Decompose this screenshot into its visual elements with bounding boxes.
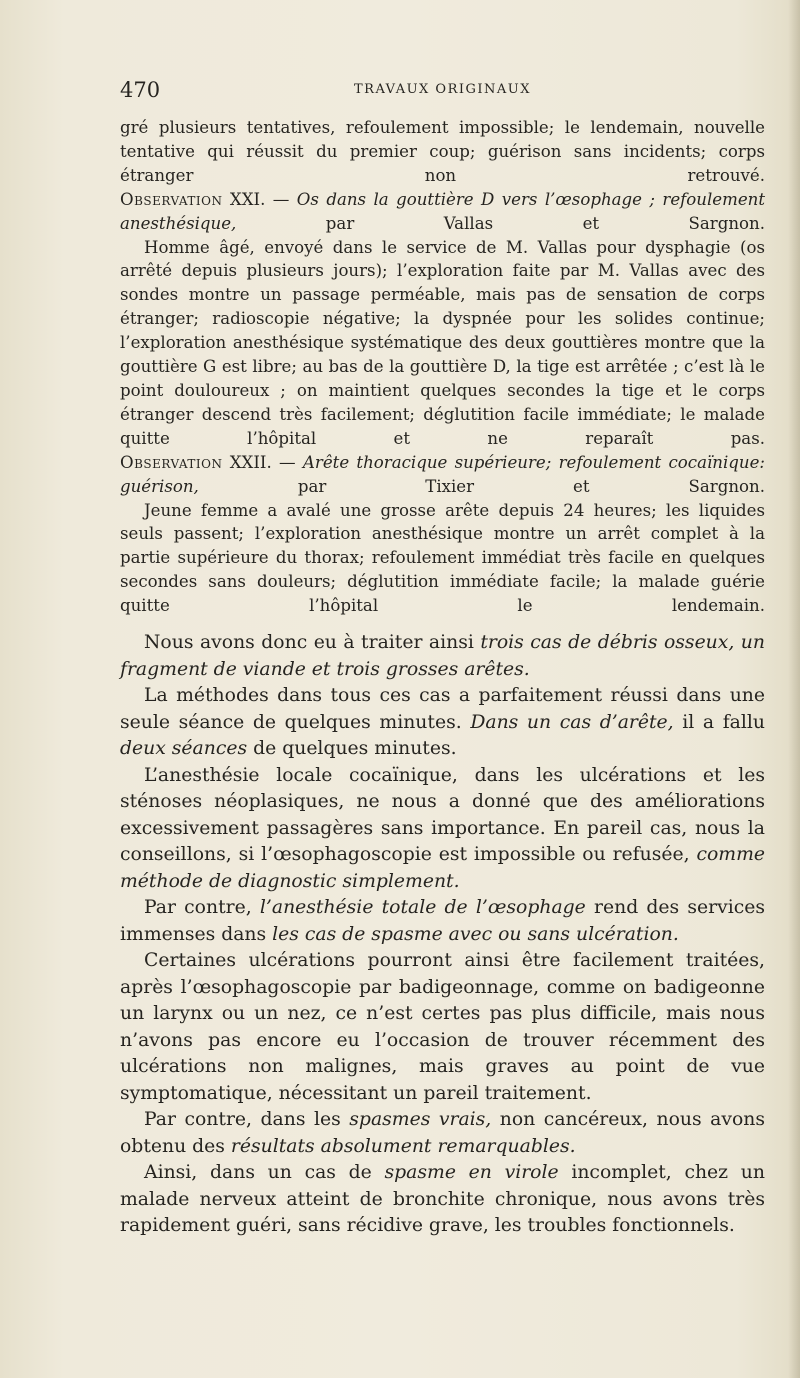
observation-xxi-heading: Observation XXI. — Os dans la gouttière D vers l’œsophage ; refoulement anesthésique, par Vallas et Sargnon. xyxy=(120,189,766,233)
paragraph-case: Ainsi, dans un cas de spasme en virole incomplet, chez un malade nerveux atteint de bronchite chronique, nous avons très rapidement guéri, sans récidive grave, les troubles fonctionnels. xyxy=(120,1162,765,1237)
observation-title: Os dans la gouttière D vers l’œsophage ; refoulement anesthésique, xyxy=(120,189,766,233)
page-header xyxy=(120,76,765,104)
small-print-section xyxy=(120,116,765,618)
observation-label: Observation xyxy=(120,189,223,209)
running-title: TRAVAUX ORIGINAUX xyxy=(353,82,531,97)
paragraph-method: La méthodes dans tous ces cas a parfaitement réussi dans une seule séance de quelques minutes. Dans un cas d’arête, il a fallu deux séances de quelques minutes. xyxy=(120,685,765,760)
page-number: 470 xyxy=(120,78,161,102)
observation-label: Observation xyxy=(120,452,223,472)
paragraph-continuation: gré plusieurs tentatives, refoulement impossible; le lendemain, nouvelle tentative qui réussit du premier coup; guérison sans incidents; corps étranger non retrouvé. xyxy=(120,118,765,185)
paragraph-total-anesthesia: Par contre, l’anesthésie totale de l’œsophage rend des services immenses dans les cas de spasme avec ou sans ulcération. xyxy=(120,897,765,945)
page-edge-shadow xyxy=(788,0,800,1378)
paragraph-ulcerations: Certaines ulcérations pourront ainsi être facilement traitées, après l’œsophagoscopie par badigeonnage, comme on badigeonne un larynx ou un nez, ce n’est certes pas plus difficile, mais nous n’avons pas encore eu l’occasion de trouver récemment des ulcérations non malignes, mais graves au point de vue symptomatique, nécessitant un pareil traitement. xyxy=(120,950,765,1104)
body-text xyxy=(120,116,765,1240)
main-text-section xyxy=(120,630,765,1240)
observation-xxii-body: Jeune femme a avalé une grosse arête depuis 24 heures; les liquides seuls passent; l’exploration anesthésique montre un arrêt complet à la partie supérieure du thorax; refoulement immédiat très facile en quelques secondes sans douleurs; déglutition immédiate facile; la malade guérie quitte l’hôpital le lendemain. xyxy=(120,500,765,616)
observation-title: Arête thoracique supérieure; refoulement cocaïnique: guérison, xyxy=(120,452,765,496)
paragraph-spasms: Par contre, dans les spasmes vrais, non cancéreux, nous avons obtenu des résultats absolument remarquables. xyxy=(120,1109,766,1157)
observation-xxii-heading: Observation XXII. — Arête thoracique supérieure; refoulement cocaïnique: guérison, par Tixier et Sargnon. xyxy=(120,452,765,496)
observation-xxi-body: Homme âgé, envoyé dans le service de M. Vallas pour dysphagie (os arrêté depuis plusieurs jours); l’exploration faite par M. Vallas avec des sondes montre un passage perméable, mais pas de sensation de corps étranger; radioscopie négative; la dyspnée pour les solides continue; l’exploration anesthésique systématique des deux gouttières montre que la gouttière G est libre; au bas de la gouttière D, la tige est arrêtée ; c’est là le point douloureux ; on maintient quelques secondes la tige et le corps étranger descend très facilement; déglutition facile immédiate; le malade quitte l’hôpital et ne reparaît pas. xyxy=(120,237,765,448)
paragraph-anesthesia: L’anesthésie locale cocaïnique, dans les ulcérations et les sténoses néoplasiques, ne nous a donné que des améliorations excessivement passagères sans importance. En pareil cas, nous la conseillons, si l’œsophagoscopie est impossible ou refusée, comme méthode de diagnostic simplement. xyxy=(120,764,765,892)
paragraph-summary: Nous avons donc eu à traiter ainsi trois cas de débris osseux, un fragment de viande et trois grosses arêtes. xyxy=(120,632,766,680)
